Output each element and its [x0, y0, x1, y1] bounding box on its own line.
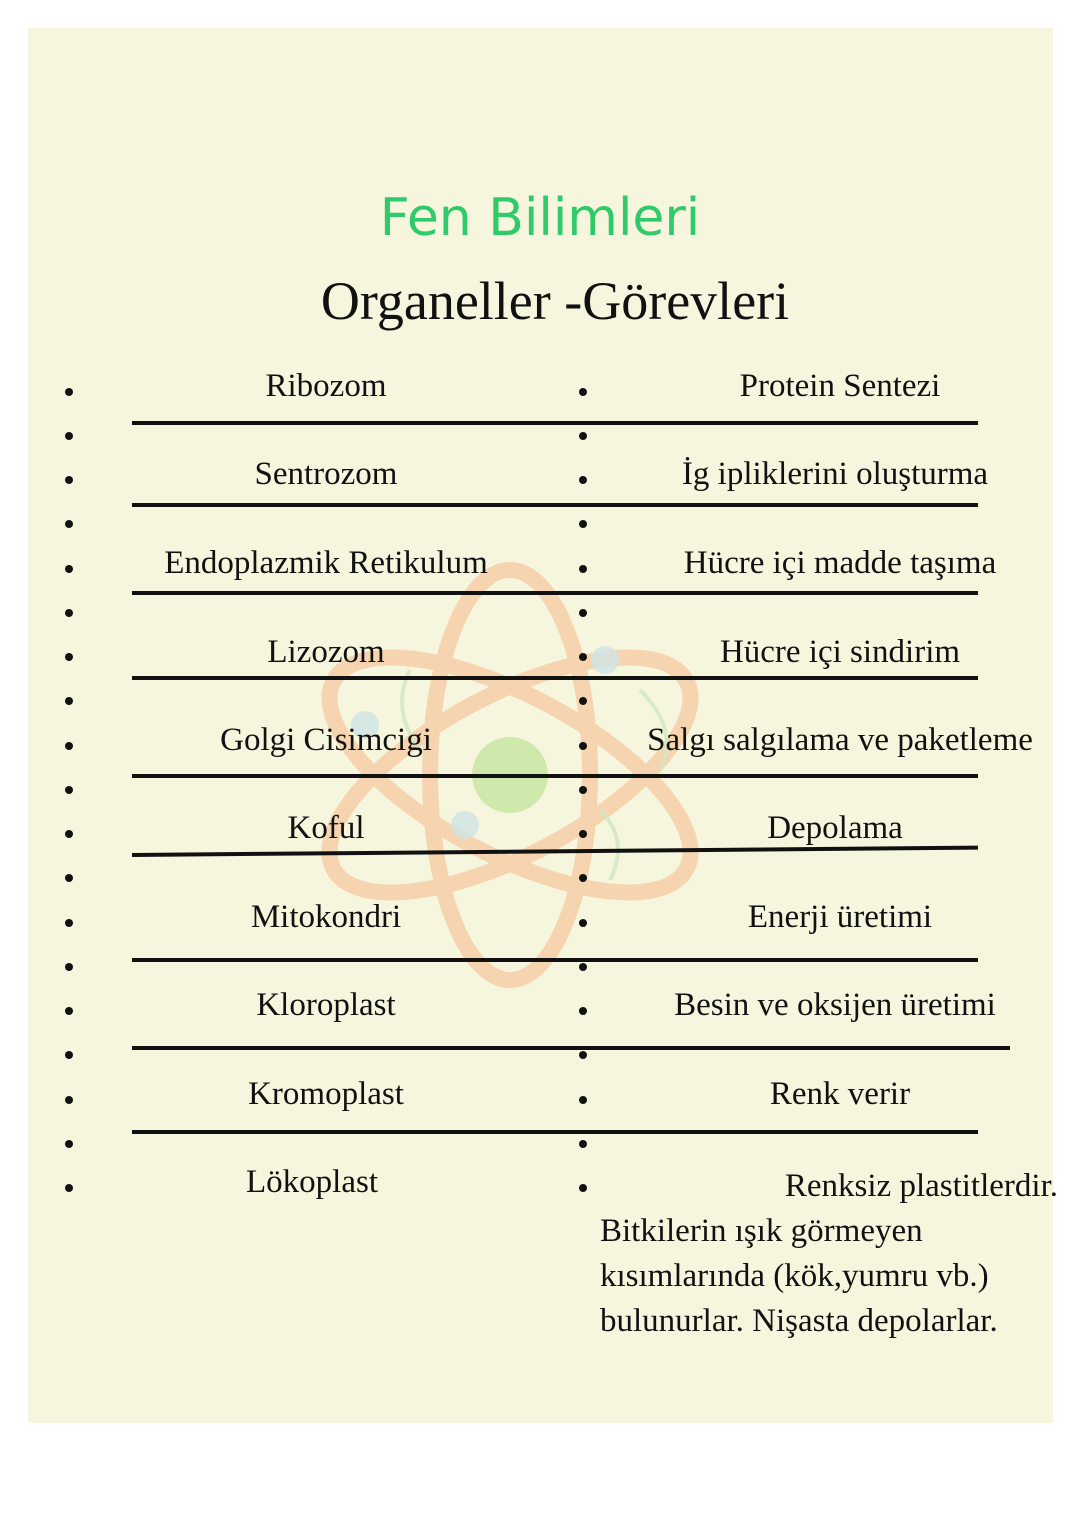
- organelle-function: Depolama: [767, 810, 903, 846]
- bullet: [579, 609, 587, 617]
- bullet: [65, 432, 73, 440]
- row-divider: [132, 1130, 978, 1134]
- bullet: [579, 1051, 587, 1059]
- bullet: [579, 476, 587, 484]
- bullet: [65, 786, 73, 794]
- description-line: kısımlarında (kök,yumru vb.): [600, 1258, 989, 1294]
- bullet: [579, 565, 587, 573]
- bullet: [579, 388, 587, 396]
- organelle-name: Sentrozom: [254, 456, 398, 492]
- bullet: [65, 742, 73, 750]
- row-divider: [132, 676, 978, 680]
- bullet: [579, 1140, 587, 1148]
- bullet: [579, 432, 587, 440]
- bullet: [579, 1007, 587, 1015]
- bullet: [65, 1096, 73, 1104]
- bullet: [579, 520, 587, 528]
- organelle-name: Lizozom: [267, 634, 385, 670]
- row-divider: [132, 958, 978, 962]
- row-divider: [132, 774, 978, 778]
- bullet: [65, 565, 73, 573]
- bullet: [579, 919, 587, 927]
- row-divider: [132, 1046, 1010, 1050]
- bullet: [579, 653, 587, 661]
- bullet: [65, 1140, 73, 1148]
- description-line: Renksiz plastitlerdir.: [784, 1168, 1058, 1204]
- organelle-name: Koful: [287, 810, 365, 846]
- bullet: [65, 697, 73, 705]
- bullet: [579, 1184, 587, 1192]
- bullet: [579, 874, 587, 882]
- bullet: [579, 1096, 587, 1104]
- row-divider: [132, 503, 978, 507]
- row-divider: [132, 421, 978, 425]
- atom-icon: [300, 560, 720, 1020]
- organelle-function: Salgı salgılama ve paketleme: [647, 722, 1033, 758]
- organelle-name: Golgi Cisimcigi: [220, 722, 432, 758]
- organelle-name: Lökoplast: [246, 1164, 378, 1200]
- bullet: [65, 963, 73, 971]
- organelle-function: Protein Sentezi: [739, 368, 941, 404]
- bullet: [65, 520, 73, 528]
- page-title: Fen Bilimleri: [379, 188, 701, 248]
- organelle-name: Ribozom: [265, 368, 387, 404]
- bullet: [65, 919, 73, 927]
- organelle-function: Hücre içi sindirim: [719, 634, 961, 670]
- bullet: [65, 1007, 73, 1015]
- organelle-function: İg ipliklerini oluşturma: [681, 456, 989, 492]
- bullet: [579, 697, 587, 705]
- row-divider: [132, 591, 978, 595]
- bullet: [65, 609, 73, 617]
- description-line: Bitkilerin ışık görmeyen: [600, 1213, 923, 1249]
- bullet: [579, 963, 587, 971]
- organelle-function: Besin ve oksijen üretimi: [674, 987, 996, 1023]
- organelle-name: Mitokondri: [250, 899, 402, 935]
- page-subtitle: Organeller -Görevleri: [320, 271, 790, 331]
- bullet: [65, 653, 73, 661]
- bullet: [579, 742, 587, 750]
- organelle-function: Hücre içi madde taşıma: [683, 545, 997, 581]
- bullet: [65, 476, 73, 484]
- description-line: bulunurlar. Nişasta depolarlar.: [600, 1303, 998, 1339]
- bullet: [65, 1184, 73, 1192]
- lokoplast-description: [600, 1164, 1060, 1344]
- organelle-name: Kromoplast: [248, 1076, 404, 1112]
- bullet: [65, 874, 73, 882]
- bullet: [65, 1051, 73, 1059]
- organelle-name: Kloroplast: [256, 987, 396, 1023]
- organelle-name: Endoplazmik Retikulum: [164, 545, 488, 581]
- organelle-function: Renk verir: [769, 1076, 911, 1112]
- bullet: [65, 830, 73, 838]
- bullet: [579, 830, 587, 838]
- bullet: [65, 388, 73, 396]
- bullet: [579, 786, 587, 794]
- organelle-function: Enerji üretimi: [747, 899, 933, 935]
